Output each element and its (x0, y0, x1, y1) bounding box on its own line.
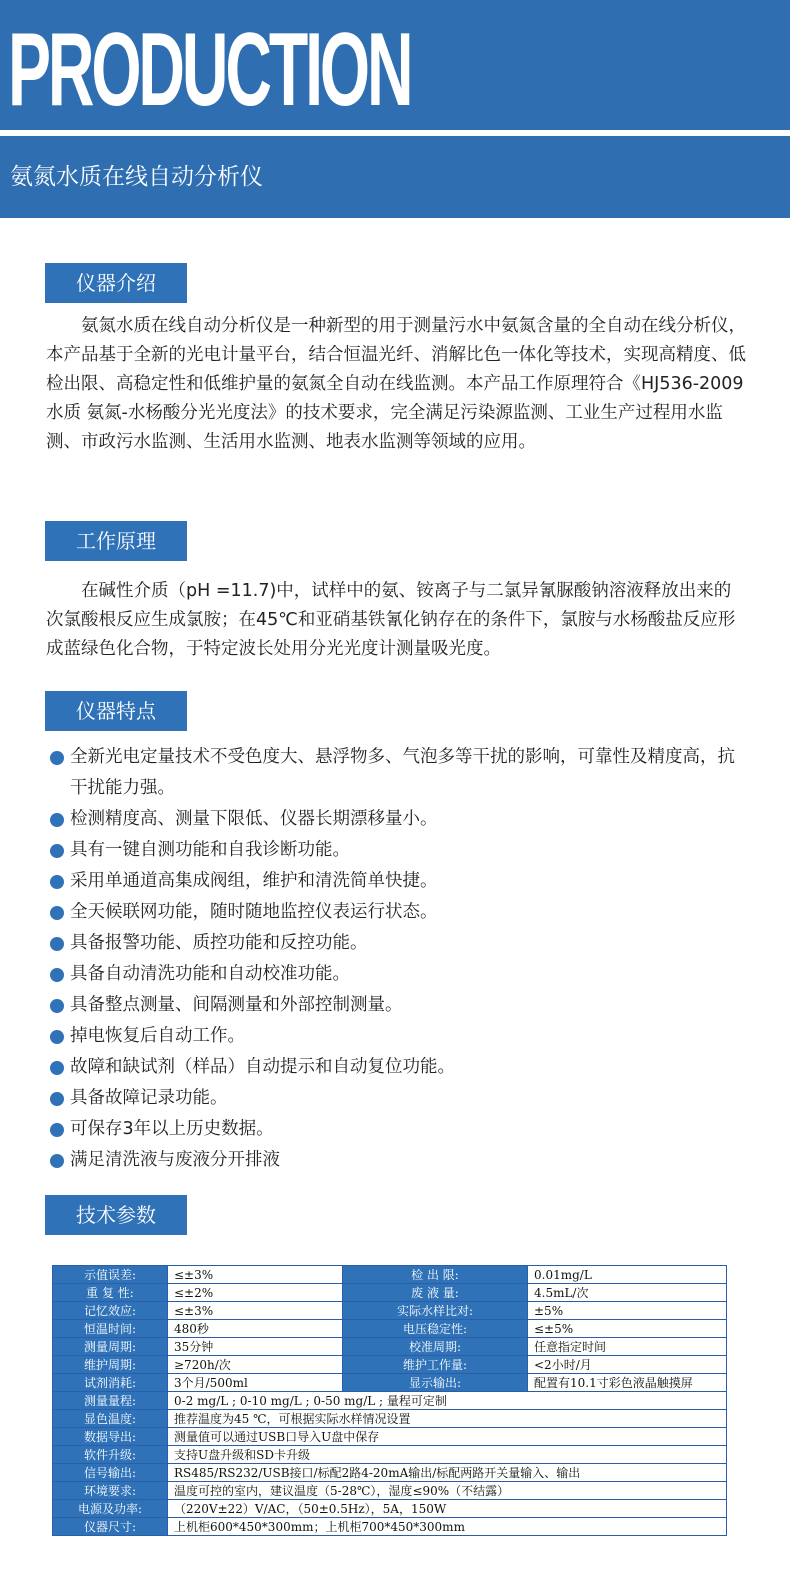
section-tag-principle: 工作原理 (45, 521, 187, 561)
spec-value: ≥720h/次 (168, 1356, 343, 1374)
spec-key: 显示输出: (343, 1374, 528, 1392)
spec-key: 测量量程: (53, 1392, 168, 1410)
spec-value: 测量值可以通过USB口导入U盘中保存 (168, 1428, 727, 1446)
spec-key: 记忆效应: (53, 1302, 168, 1320)
spec-key: 软件升级: (53, 1446, 168, 1464)
spec-key: 示值误差: (53, 1266, 168, 1284)
feature-item: 可保存3年以上历史数据。 (50, 1114, 750, 1145)
intro-paragraph: 氨氮水质在线自动分析仪是一种新型的用于测量污水中氨氮含量的全自动在线分析仪，本产品基于全新的光电计量平台，结合恒温光纤、消解比色一体化等技术，实现高精度、低检出限、高稳定性和低维护量的氨氮全自动在线监测。本产品工作原理符合《HJ536-2009水质 氨氮-水杨酸分光光度法》的技术要求，完全满足污染源监测、工业生产过程用水监测、市政污水监测、生活用水监测、地表水监测等领域的应用。 (46, 316, 746, 452)
spec-key: 实际水样比对: (343, 1302, 528, 1320)
feature-item: 全天候联网功能，随时随地监控仪表运行状态。 (50, 897, 750, 928)
spec-row (53, 1338, 727, 1356)
spec-key: 校准周期: (343, 1338, 528, 1356)
feature-item: 具备故障记录功能。 (50, 1083, 750, 1114)
feature-item: 满足清洗液与废液分开排液 (50, 1145, 750, 1176)
spec-key: 维护周期: (53, 1356, 168, 1374)
spec-value: 上机柜600*450*300mm；上机柜700*450*300mm (168, 1518, 727, 1536)
spec-value: ≤±3% (168, 1302, 343, 1320)
spec-key: 试剂消耗: (53, 1374, 168, 1392)
feature-item: 采用单通道高集成阀组，维护和清洗简单快捷。 (50, 866, 750, 897)
spec-key: 维护工作量: (343, 1356, 528, 1374)
spec-key: 显色温度: (53, 1410, 168, 1428)
spec-row (53, 1320, 727, 1338)
spec-key: 电源及功率: (53, 1500, 168, 1518)
spec-value: ≤±3% (168, 1266, 343, 1284)
spec-value: ≤±5% (528, 1320, 727, 1338)
spec-table (52, 1265, 727, 1536)
feature-item: 具备报警功能、质控功能和反控功能。 (50, 928, 750, 959)
spec-key: 信号输出: (53, 1464, 168, 1482)
spec-row (53, 1464, 727, 1482)
spec-row (53, 1482, 727, 1500)
spec-value: 推荐温度为45 ℃，可根据实际水样情况设置 (168, 1410, 727, 1428)
feature-item: 具有一键自测功能和自我诊断功能。 (50, 835, 750, 866)
spec-row (53, 1284, 727, 1302)
product-name: 氨氮水质在线自动分析仪 (10, 164, 263, 190)
feature-item: 全新光电定量技术不受色度大、悬浮物多、气泡多等干扰的影响，可靠性及精度高，抗干扰能力强。 (50, 742, 750, 804)
feature-list (50, 742, 750, 1176)
spec-row (53, 1302, 727, 1320)
spec-value: 支持U盘升级和SD卡升级 (168, 1446, 727, 1464)
spec-row (53, 1356, 727, 1374)
spec-value: 3个月/500ml (168, 1374, 343, 1392)
spec-key: 测量周期: (53, 1338, 168, 1356)
spec-value: ≤±2% (168, 1284, 343, 1302)
spec-value: 4.5mL/次 (528, 1284, 727, 1302)
hero-title-band (0, 0, 790, 128)
spec-key: 环境要求: (53, 1482, 168, 1500)
spec-key: 重 复 性: (53, 1284, 168, 1302)
feature-item: 掉电恢复后自动工作。 (50, 1021, 750, 1052)
spec-row (53, 1500, 727, 1518)
principle-paragraph: 在碱性介质（pH =11.7)中，试样中的氨、铵离子与二氯异氰脲酸钠溶液释放出来的次氯酸根反应生成氯胺；在45℃和亚硝基铁氰化钠存在的条件下，氯胺与水杨酸盐反应形成蓝绿色化合物，于特定波长处用分光光度计测量吸光度。 (46, 581, 736, 659)
spec-key: 废 液 量: (343, 1284, 528, 1302)
section-tag-specs: 技术参数 (45, 1195, 187, 1235)
spec-row (53, 1374, 727, 1392)
spec-key: 数据导出: (53, 1428, 168, 1446)
spec-row (53, 1446, 727, 1464)
spec-value: 0-2 mg/L ; 0-10 mg/L ; 0-50 mg/L ; 量程可定制 (168, 1392, 727, 1410)
spec-row (53, 1410, 727, 1428)
spec-value: 0.01mg/L (528, 1266, 727, 1284)
spec-row (53, 1518, 727, 1536)
spec-row (53, 1392, 727, 1410)
spec-value: 35分钟 (168, 1338, 343, 1356)
section-tag-features: 仪器特点 (45, 691, 187, 731)
section-tag-intro: 仪器介绍 (45, 263, 187, 303)
spec-key: 恒温时间: (53, 1320, 168, 1338)
hero-divider-stripe (0, 130, 790, 136)
feature-item: 具备整点测量、间隔测量和外部控制测量。 (50, 990, 750, 1021)
spec-key: 仪器尺寸: (53, 1518, 168, 1536)
feature-item: 检测精度高、测量下限低、仪器长期漂移量小。 (50, 804, 750, 835)
spec-value: 温度可控的室内，建议温度（5-28℃），湿度≤90%（不结露） (168, 1482, 727, 1500)
spec-key: 电压稳定性: (343, 1320, 528, 1338)
spec-value: <2小时/月 (528, 1356, 727, 1374)
spec-key: 检 出 限: (343, 1266, 528, 1284)
spec-row (53, 1266, 727, 1284)
hero-banner (0, 0, 790, 218)
spec-value: 任意指定时间 (528, 1338, 727, 1356)
feature-item: 具备自动清洗功能和自动校准功能。 (50, 959, 750, 990)
spec-value: （220V±22）V/AC，（50±0.5Hz），5A，150W (168, 1500, 727, 1518)
spec-row (53, 1428, 727, 1446)
spec-value: 480秒 (168, 1320, 343, 1338)
hero-title: PRODUCTION (8, 12, 411, 128)
spec-value: ±5% (528, 1302, 727, 1320)
spec-value: RS485/RS232/USB接口/标配2路4-20mA输出/标配两路开关量输入、输出 (168, 1464, 727, 1482)
spec-value: 配置有10.1寸彩色液晶触摸屏 (528, 1374, 727, 1392)
feature-item: 故障和缺试剂（样品）自动提示和自动复位功能。 (50, 1052, 750, 1083)
